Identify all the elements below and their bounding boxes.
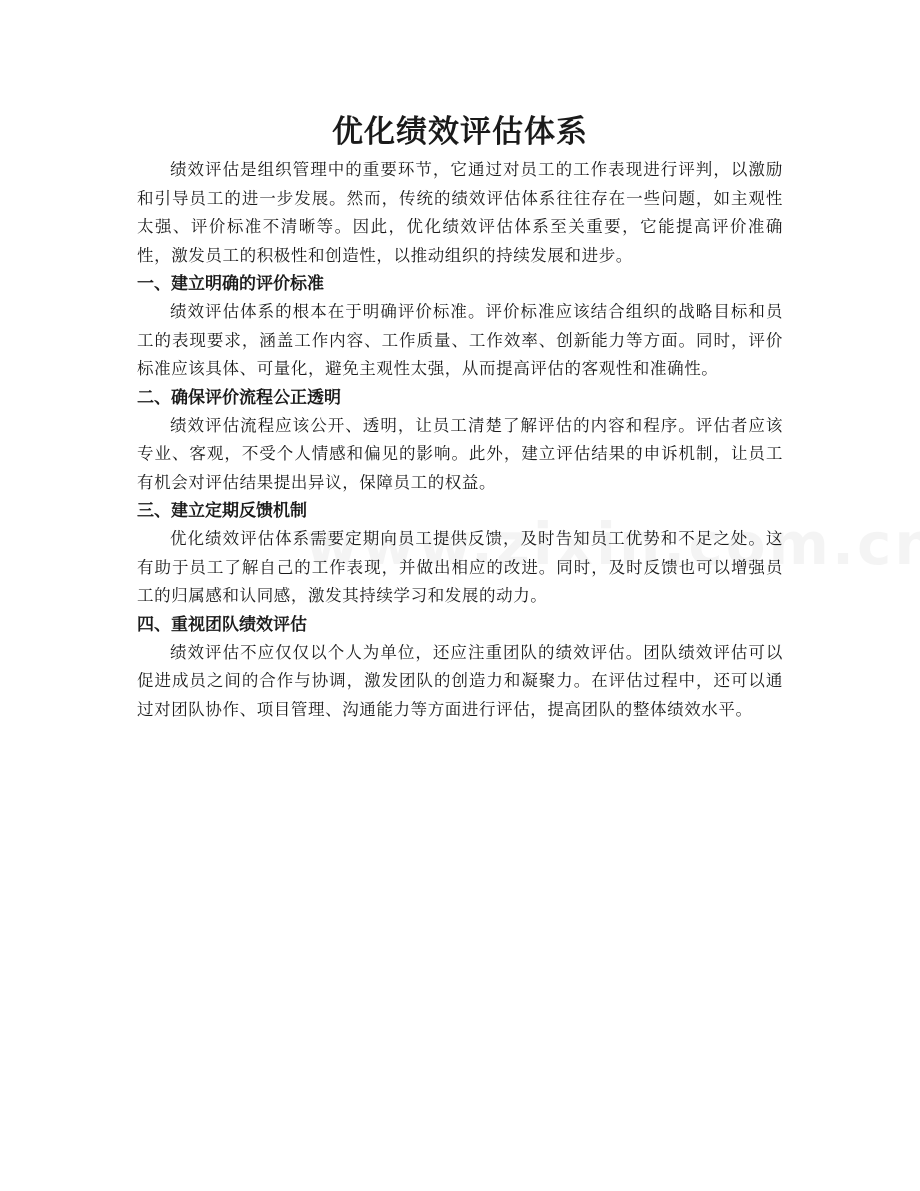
section-heading-3: 三、建立定期反馈机制 (137, 501, 307, 521)
section-heading-1: 一、建立明确的评价标准 (137, 274, 324, 294)
section-heading-2: 二、确保评价流程公正透明 (137, 387, 341, 408)
document-title: 优化绩效评估体系 (332, 114, 588, 150)
section-body-2: 绩效评估流程应该公开、透明，让员工清楚了解评估的内容和程序。评估者应该专业、客观，不受个人情感和偏见的影响。此外，建立评估结果的申诉机制，让员工有机会对评估结果提出异议，保障员工的权益。 (137, 415, 783, 492)
section-body-4: 绩效评估不应仅仅以个人为单位，还应注重团队的绩效评估。团队绩效评估可以促进成员之间的合作与协调，激发团队的创造力和凝聚力。在评估过程中，还可以通过对团队协作、项目管理、沟通能力等方面进行评估，提高团队的整体绩效水平。 (137, 642, 783, 719)
section-heading-4: 四、重视团队绩效评估 (137, 614, 307, 635)
section-body-1: 绩效评估体系的根本在于明确评价标准。评价标准应该结合组织的战略目标和员工的表现要求，涵盖工作内容、工作质量、工作效率、创新能力等方面。同时，评价标准应该具体、可量化，避免主观性太强，从而提高评估的客观性和准确性。 (137, 302, 783, 378)
intro-paragraph: 绩效评估是组织管理中的重要环节，它通过对员工的工作表现进行评判，以激励和引导员工的进一步发展。然而，传统的绩效评估体系往往存在一些问题，如主观性太强、评价标准不清晰等。因此，优化绩效评估体系至关重要，它能提高评价准确性，激发员工的积极性和创造性，以推动组织的持续发展和进步。 (137, 160, 783, 265)
section-body-3: 优化绩效评估体系需要定期向员工提供反馈，及时告知员工优势和不足之处。这有助于员工了解自己的工作表现，并做出相应的改进。同时，及时反馈也可以增强员工的归属感和认同感，激发其持续学习和发展的动力。 (137, 529, 783, 605)
